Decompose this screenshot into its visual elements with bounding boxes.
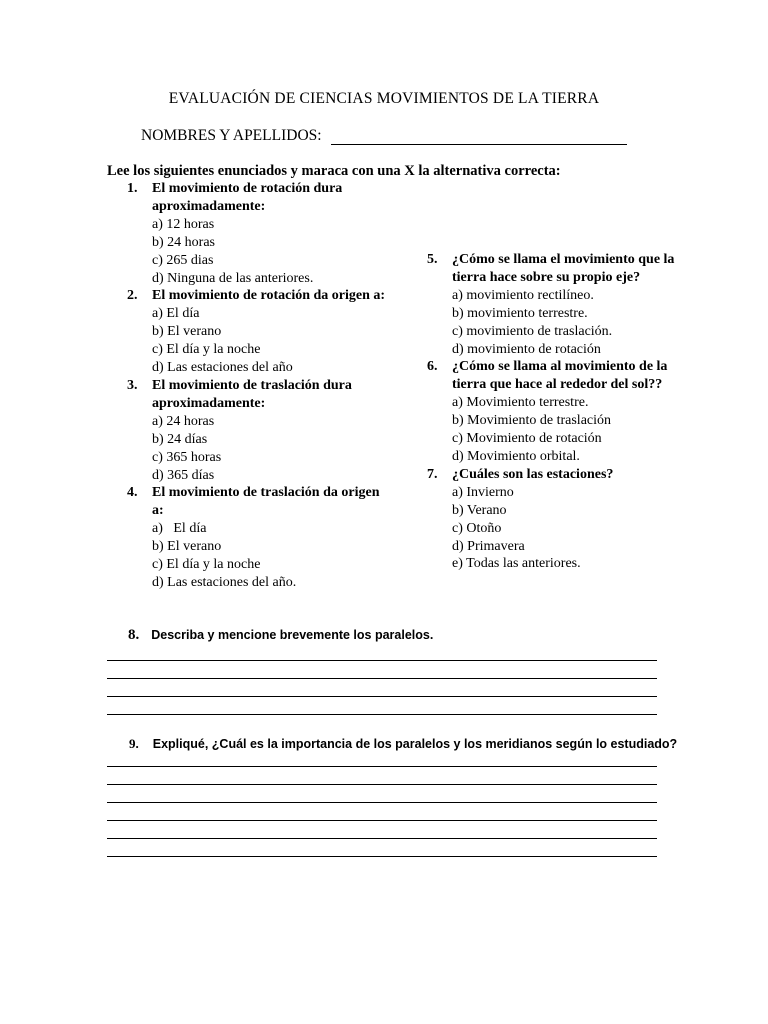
answer-option-b[interactable]: b) El verano [152,539,222,555]
question-text: El movimiento de rotación dura aproximadamente: [152,181,343,214]
answer-line[interactable] [107,856,657,857]
answer-option-b[interactable]: b) 24 horas [152,234,215,250]
answer-line[interactable] [107,802,657,803]
answer-line[interactable] [107,678,657,679]
question-text: El movimiento de rotación da origen a: [152,288,386,304]
question-4 [127,484,387,591]
question-number: 9. [129,736,139,751]
answer-line[interactable] [107,660,657,661]
answer-option-a[interactable]: a) 24 horas [152,413,215,429]
questions-left-column [127,180,387,592]
answer-option-a[interactable]: a) El día [152,521,207,537]
answer-line[interactable] [107,838,657,839]
answer-line[interactable] [107,766,657,767]
answer-option-b[interactable]: b) Verano [452,502,507,518]
page-title: EVALUACIÓN DE CIENCIAS MOVIMIENTOS DE LA TIERRA [168,90,600,107]
question-5 [427,251,687,358]
open-question-8 [128,626,433,644]
answer-option-b[interactable]: b) movimiento terrestre. [452,305,588,321]
questions-right-column [427,251,687,573]
answer-option-d[interactable]: d) movimiento de rotación [452,341,601,357]
question-number: 1. [127,181,138,196]
question-1 [127,180,387,287]
answer-option-a[interactable]: a) movimiento rectilíneo. [452,287,594,303]
answer-option-c[interactable]: c) Otoño [452,520,502,536]
names-label: NOMBRES Y APELLIDOS: [141,127,322,144]
answer-option-c[interactable]: c) 365 horas [152,449,222,465]
question-7 [427,466,687,573]
answer-line[interactable] [107,714,657,715]
question-text: ¿Cómo se llama el movimiento que la tierra hace sobre su propio eje? [452,252,675,285]
answer-option-c[interactable]: c) El día y la noche [152,342,261,358]
answer-option-c[interactable]: c) 265 dias [152,252,214,268]
question-number: 3. [127,377,138,393]
answer-option-c[interactable]: c) Movimiento de rotación [452,431,602,447]
answer-option-d[interactable]: d) Las estaciones del año. [152,574,297,590]
answer-option-d[interactable]: d) Movimiento orbital. [452,448,580,464]
question-text: Describa y mencione brevemente los paralelos. [151,628,434,642]
question-text: ¿Cuáles son las estaciones? [452,466,614,482]
question-number: 4. [127,485,138,501]
answer-option-a[interactable]: a) Invierno [452,484,514,500]
answer-line[interactable] [107,696,657,697]
question-text: El movimiento de traslación dura aproximadamente: [152,377,352,411]
answer-option-d[interactable]: d) Las estaciones del año [152,360,293,376]
answer-option-c[interactable]: c) El día y la noche [152,557,261,573]
answer-option-a[interactable]: a) Movimiento terrestre. [452,395,589,411]
answer-option-b[interactable]: b) Movimiento de traslación [452,413,612,429]
question-text: ¿Cómo se llama al movimiento de la tierra que hace al rededor del sol?? [452,359,668,393]
answer-option-c[interactable]: c) movimiento de traslación. [452,323,613,339]
answer-option-b[interactable]: b) 24 días [152,431,208,447]
question-text: El movimiento de traslación da origen a: [152,485,380,519]
answer-option-b[interactable]: b) El verano [152,324,222,340]
question-number: 7. [427,466,438,482]
answer-option-a[interactable]: a) El día [152,306,200,322]
question-text: Expliqué, ¿Cuál es la importancia de los paralelos y los meridianos según lo estudiado? [152,737,678,751]
question-number: 8. [128,627,140,643]
question-2 [127,287,387,377]
answer-option-d[interactable]: d) Primavera [452,538,525,554]
question-6 [427,358,687,465]
question-3 [127,377,387,484]
answer-option-e[interactable]: e) Todas las anteriores. [452,556,581,572]
open-question-9 [129,735,677,753]
names-answer-line[interactable] [331,144,627,145]
answer-line[interactable] [107,784,657,785]
question-number: 2. [127,288,138,304]
answer-option-d[interactable]: d) Ninguna de las anteriores. [152,270,314,286]
answer-line[interactable] [107,820,657,821]
answer-option-d[interactable]: d) 365 días [152,467,215,483]
answer-option-a[interactable]: a) 12 horas [152,216,215,232]
instruction-text: Lee los siguientes enunciados y maraca con una X la alternativa correcta: [107,163,561,179]
question-number: 6. [427,359,438,375]
question-number: 5. [427,252,438,267]
